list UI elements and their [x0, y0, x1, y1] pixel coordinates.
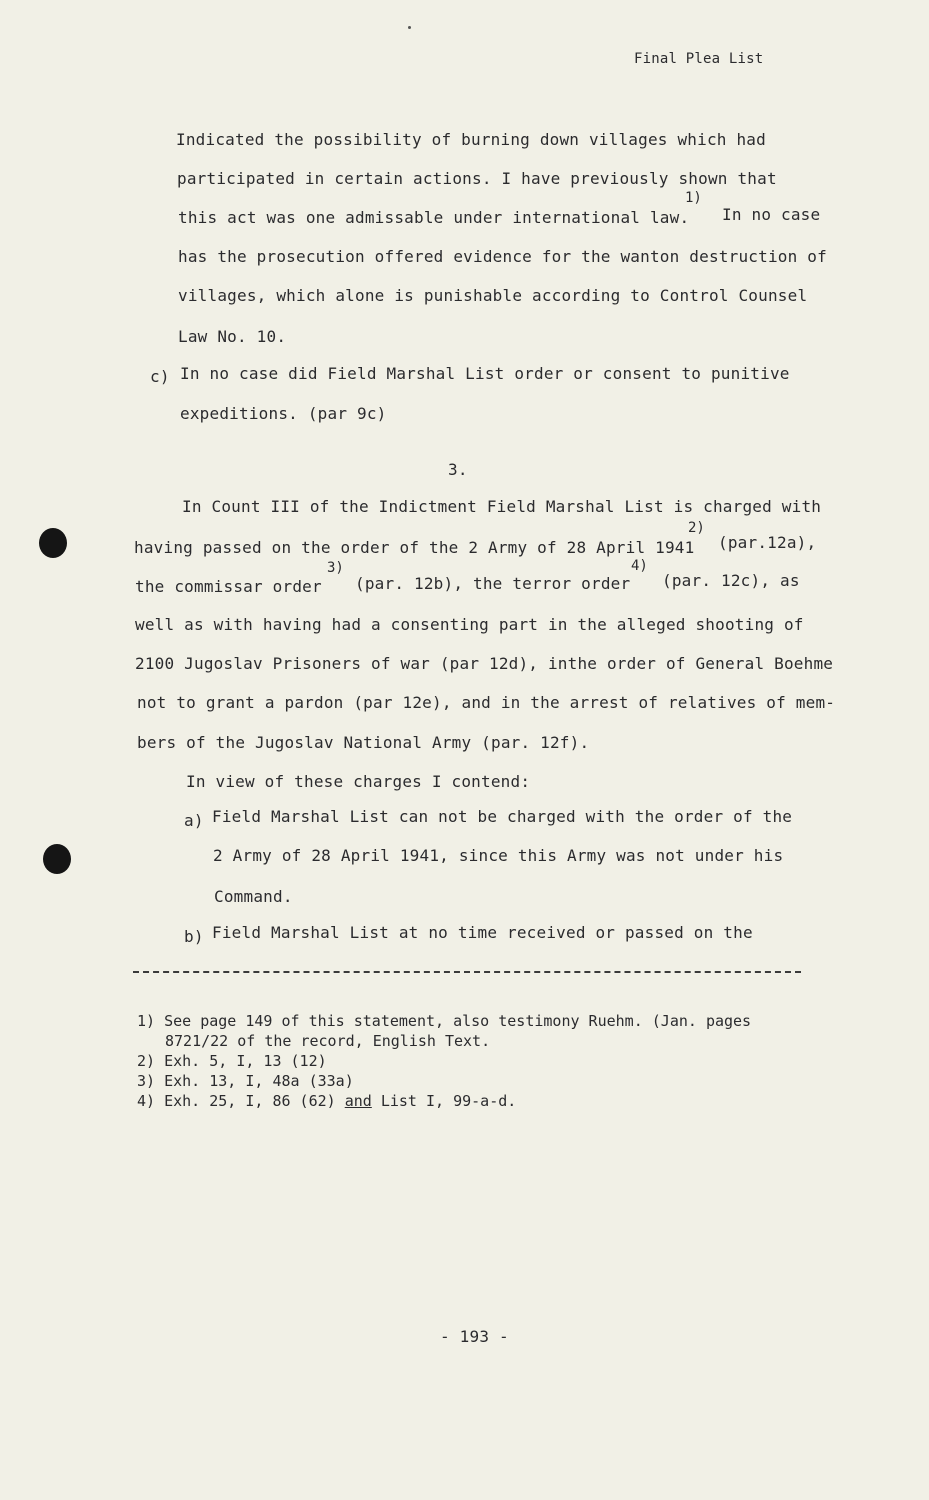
footnote-ref-1: 1): [685, 190, 702, 206]
paragraph1-line2: participated in certain actions. I have previously shown that: [177, 169, 777, 188]
footnote-4-list: List I, 99-a-d.: [380, 1092, 517, 1110]
paragraph2-line2-tail: (par.12a),: [718, 533, 817, 552]
paragraph2-line2: having passed on the order of the 2 Army of 28 April 1941: [134, 538, 695, 557]
contention-a-line2: 2 Army of 28 April 1941, since this Army was not under his: [213, 846, 784, 865]
item-c-marker: c): [150, 367, 170, 386]
footnote-ref-3: 3): [327, 560, 344, 576]
contention-b-line1: Field Marshal List at no time received or passed on the: [212, 923, 753, 942]
footnote-ref-2: 2): [688, 520, 705, 536]
paragraph2-line1: In Count III of the Indictment Field Marshal List is charged with: [182, 497, 822, 516]
footnote-ref-4: 4): [631, 558, 648, 574]
footnote-1-line1: 1) See page 149 of this statement, also testimony Ruehm. (Jan. pages: [137, 1012, 752, 1030]
footnote-separator: [133, 971, 801, 973]
footnote-4-and: and: [344, 1092, 372, 1110]
section-number: 3.: [448, 460, 468, 479]
footnote-3: 3) Exh. 13, I, 48a (33a): [137, 1072, 354, 1090]
footnote-4-text: 4) Exh. 25, I, 86 (62): [137, 1092, 336, 1110]
paragraph1-line5: villages, which alone is punishable according to Control Counsel: [178, 286, 808, 305]
paragraph1-line4: has the prosecution offered evidence for the wanton destruction of: [178, 247, 827, 266]
paragraph1-line6: Law No. 10.: [178, 327, 287, 346]
contention-b-marker: b): [184, 927, 204, 946]
contention-a-line3: Command.: [214, 887, 293, 906]
paragraph2-line4: well as with having had a consenting part in the alleged shooting of: [135, 615, 804, 634]
contention-intro: In view of these charges I contend:: [186, 772, 531, 791]
paragraph2-line3a: the commissar order: [135, 577, 322, 596]
contention-a-line1: Field Marshal List can not be charged with the order of the: [212, 807, 793, 826]
binder-hole-top: [39, 528, 67, 558]
binder-hole-bottom: [43, 844, 71, 874]
page-number: - 193 -: [440, 1327, 509, 1346]
contention-a-marker: a): [184, 811, 204, 830]
footnote-4: [137, 1092, 516, 1110]
paragraph2-line5: 2100 Jugoslav Prisoners of war (par 12d), inthe order of General Boehme: [135, 654, 834, 673]
paragraph2-line6: not to grant a pardon (par 12e), and in the arrest of relatives of mem-: [137, 693, 836, 712]
footnote-1-line2: 8721/22 of the record, English Text.: [165, 1032, 491, 1050]
paragraph2-line3c: (par. 12c), as: [662, 571, 800, 590]
item-c-line2: expeditions. (par 9c): [180, 404, 387, 423]
paragraph1-line3: this act was one admissable under international law.: [178, 208, 690, 227]
paragraph2-line7: bers of the Jugoslav National Army (par. 12f).: [137, 733, 590, 752]
footnote-2: 2) Exh. 5, I, 13 (12): [137, 1052, 327, 1070]
page-header-title: Final Plea List: [634, 51, 764, 67]
ink-speck: [408, 26, 411, 29]
paragraph1-line3-tail: In no case: [722, 205, 821, 224]
item-c-line1: In no case did Field Marshal List order or consent to punitive: [180, 364, 790, 383]
paragraph2-line3b: (par. 12b), the terror order: [355, 574, 631, 593]
paragraph1-line1: Indicated the possibility of burning down villages which had: [176, 130, 766, 149]
